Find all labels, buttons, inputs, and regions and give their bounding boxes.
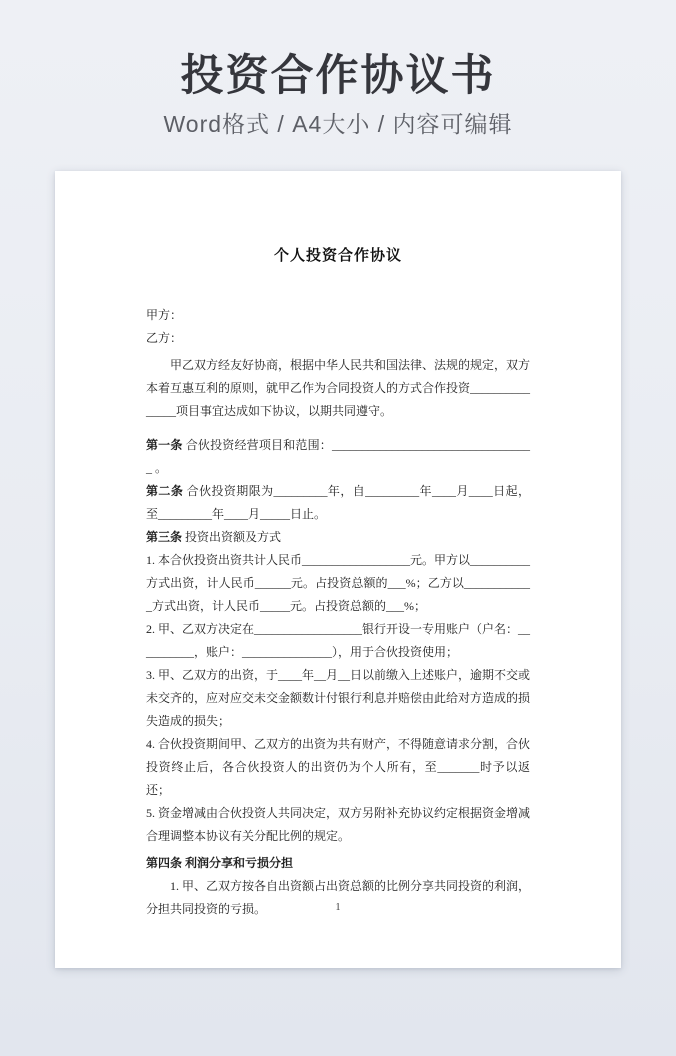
article-3-item-2: 2. 甲、乙双方决定在__________________银行开设一专用账户（户名：__________，账户：_______________），用于合伙投资使用； <box>146 622 531 659</box>
article-1-label: 第一条 <box>146 438 183 452</box>
intro-paragraph: 甲乙双方经友好协商，根据中华人民共和国法律、法规的规定，双方本着互惠互利的原则，就甲乙作为合同投资人的方式合作投资_______________项目事宜达成如下协议，以期共同遵守。 <box>146 358 531 418</box>
article-2-label: 第二条 <box>146 484 184 498</box>
article-3-item-1: 1. 本合伙投资出资共计人民币__________________元。甲方以__________方式出资，计人民币______元。占投资总额的___%；乙方以____________方式出资，计人民币_____元。占投资总额的___%； <box>146 553 531 613</box>
document-page <box>55 171 621 968</box>
article-3-item-4: 4. 合伙投资期间甲、乙双方的出资为共有财产，不得随意请求分割，合伙投资终止后，各合伙投资人的出资仍为个人所有，至_______时予以返还； <box>146 737 531 797</box>
article-4-heading <box>146 852 530 875</box>
page-number: 1 <box>335 902 341 913</box>
article-3-text: 投资出资额及方式 <box>185 530 282 544</box>
article-3-label: 第三条 <box>146 530 183 544</box>
article-1-text: 合伙投资经营项目和范围：__________________________________ 。 <box>146 438 530 475</box>
party-b-line: 乙方： <box>146 331 183 345</box>
party-a-line: 甲方： <box>146 308 183 322</box>
article-3-item-5: 5. 资金增减由合伙投资人共同决定，双方另附补充协议约定根据资金增减合理调整本协议有关分配比例的规定。 <box>146 806 531 843</box>
promo-header <box>0 0 676 138</box>
promo-title: 投资合作协议书 <box>180 52 496 100</box>
article-2-text: 合伙投资期限为_________年，自_________年____月____日起，至_________年____月_____日止。 <box>146 484 530 521</box>
article-4-item-1: 1. 甲、乙双方按各自出资额占出资总额的比例分享共同投资的利润，分担共同投资的亏损。 <box>146 879 531 916</box>
article-3-item-3: 3. 甲、乙双方的出资，于____年__月__日以前缴入上述账户，逾期不交或未交齐的，应对应交未交金额数计付银行利息并赔偿由此给对方造成的损失造成的损失； <box>146 668 531 728</box>
article-2-heading <box>146 480 530 526</box>
article-4-text: 利润分享和亏损分担 <box>185 856 294 870</box>
document-title: 个人投资合作协议 <box>273 248 402 264</box>
article-1-heading <box>146 434 530 480</box>
article-3-heading <box>146 526 530 549</box>
promo-subtitle: Word格式 / A4大小 / 内容可编辑 <box>163 111 513 137</box>
article-4-label: 第四条 <box>146 856 183 870</box>
